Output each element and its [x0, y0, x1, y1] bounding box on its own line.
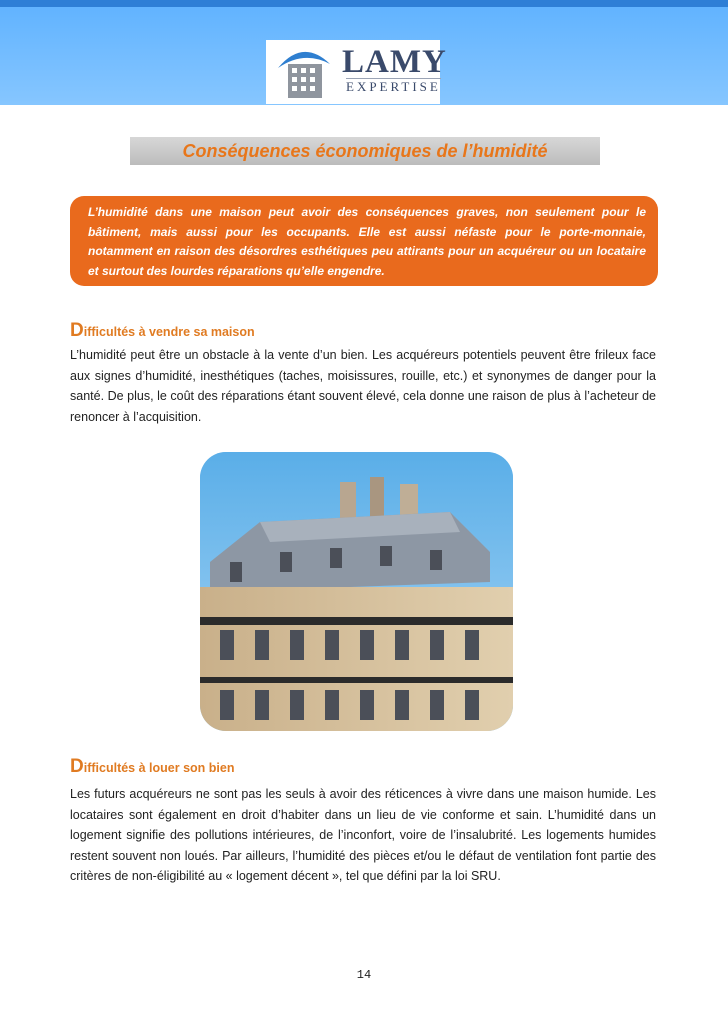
logo-mark-icon	[274, 44, 332, 100]
intro-callout	[70, 196, 658, 286]
section-body-rent: Les futurs acquéreurs ne sont pas les seuls à avoir des réticences à vivre dans une maison humide. Les locataires sont également en droit d’habiter dans un lieu de vie conforme et sain. L’humidité dans un logement signifie des pollutions intérieures, de l’inconfort, voire de l’insalubrité. Les logements humides restent souvent non loués. Par ailleurs, l’humidité des pièces et/ou le défaut de ventilation font partie des critères de non-éligibilité au « logement décent », tel que défini par la loi SRU.	[70, 787, 656, 883]
logo-name: LAMY	[342, 44, 447, 80]
page-title: Conséquences économiques de l’humidité	[182, 141, 548, 161]
intro-text: L’humidité dans une maison peut avoir des conséquences graves, non seulement pour le bâtiment, mais aussi pour les occupants. Elle est aussi néfaste pour le porte-monnaie, notamment en raison des désordres esthétiques peu attirants pour un acquéreur ou un locataire et surtout des lourdes réparations qu’elle engendre.	[88, 205, 646, 278]
heading-rest: ifficultés à louer son bien	[83, 761, 235, 775]
logo	[266, 40, 447, 104]
header-edge	[0, 0, 728, 7]
logo-subtitle: EXPERTISE	[346, 79, 441, 94]
heading-initial: D	[70, 756, 84, 777]
building-photo	[200, 452, 513, 731]
section-body-sell: L’humidité peut être un obstacle à la vente d’un bien. Les acquéreurs potentiels peuvent être frileux face aux signes d’humidité, inesthétiques (taches, moisissures, rouille, etc.) et synonymes de danger pour la santé. De plus, le coût des réparations étant souvent élevé, cela donne une raison de plus à l’acheteur de renoncer à l’acquisition.	[70, 348, 656, 424]
title-bar	[130, 137, 600, 165]
heading-initial: D	[70, 320, 84, 341]
page-number: 14	[356, 968, 372, 982]
section-heading-sell	[70, 320, 255, 342]
heading-rest: ifficultés à vendre sa maison	[83, 325, 255, 339]
section-heading-rent	[70, 756, 234, 778]
building-photo-icon	[200, 452, 513, 731]
